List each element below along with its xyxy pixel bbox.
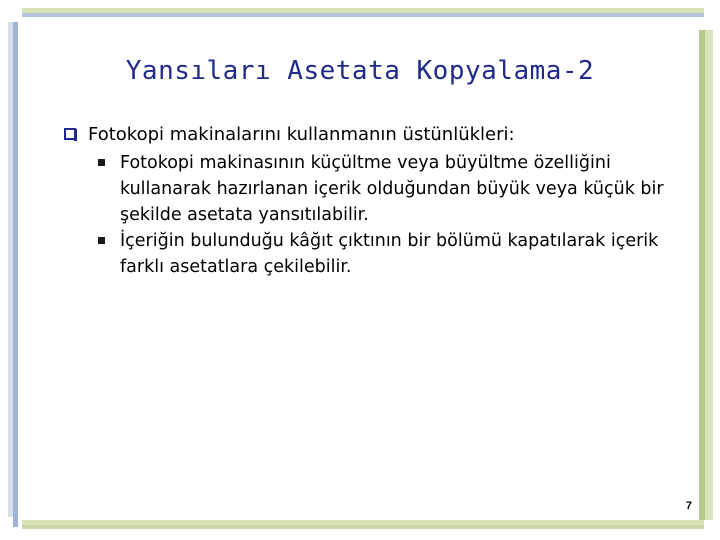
bottom-frame-bar-accent [22, 525, 704, 529]
main-bullet-item [64, 122, 704, 148]
page-number: 7 [685, 500, 692, 512]
filled-square-bullet-icon [98, 237, 105, 244]
sub-bullet-text: İçeriğin bulunduğu kâğıt çıktının bir bölümü kapatılarak içerik farklı asetatlara çekilebilir. [120, 231, 659, 277]
slide-title: Yansıları Asetata Kopyalama-2 [125, 56, 595, 86]
left-frame-bar-accent [13, 22, 18, 527]
right-frame-bar [705, 30, 713, 520]
slide-content [64, 122, 704, 280]
sub-bullet-list [64, 150, 704, 280]
sub-bullet-item [64, 228, 704, 280]
top-frame-bar-accent [22, 13, 704, 17]
main-bullet-text: Fotokopi makinalarını kullanmanın üstünlükleri: [88, 124, 515, 145]
filled-square-bullet-icon [98, 159, 105, 166]
hollow-square-bullet-icon [64, 128, 76, 140]
sub-bullet-text: Fotokopi makinasının küçültme veya büyültme özelliğini kullanarak hazırlanan içerik olduğundan büyük veya küçük bir şekilde asetata yansıtılabilir. [120, 153, 664, 225]
sub-bullet-item [64, 150, 704, 228]
